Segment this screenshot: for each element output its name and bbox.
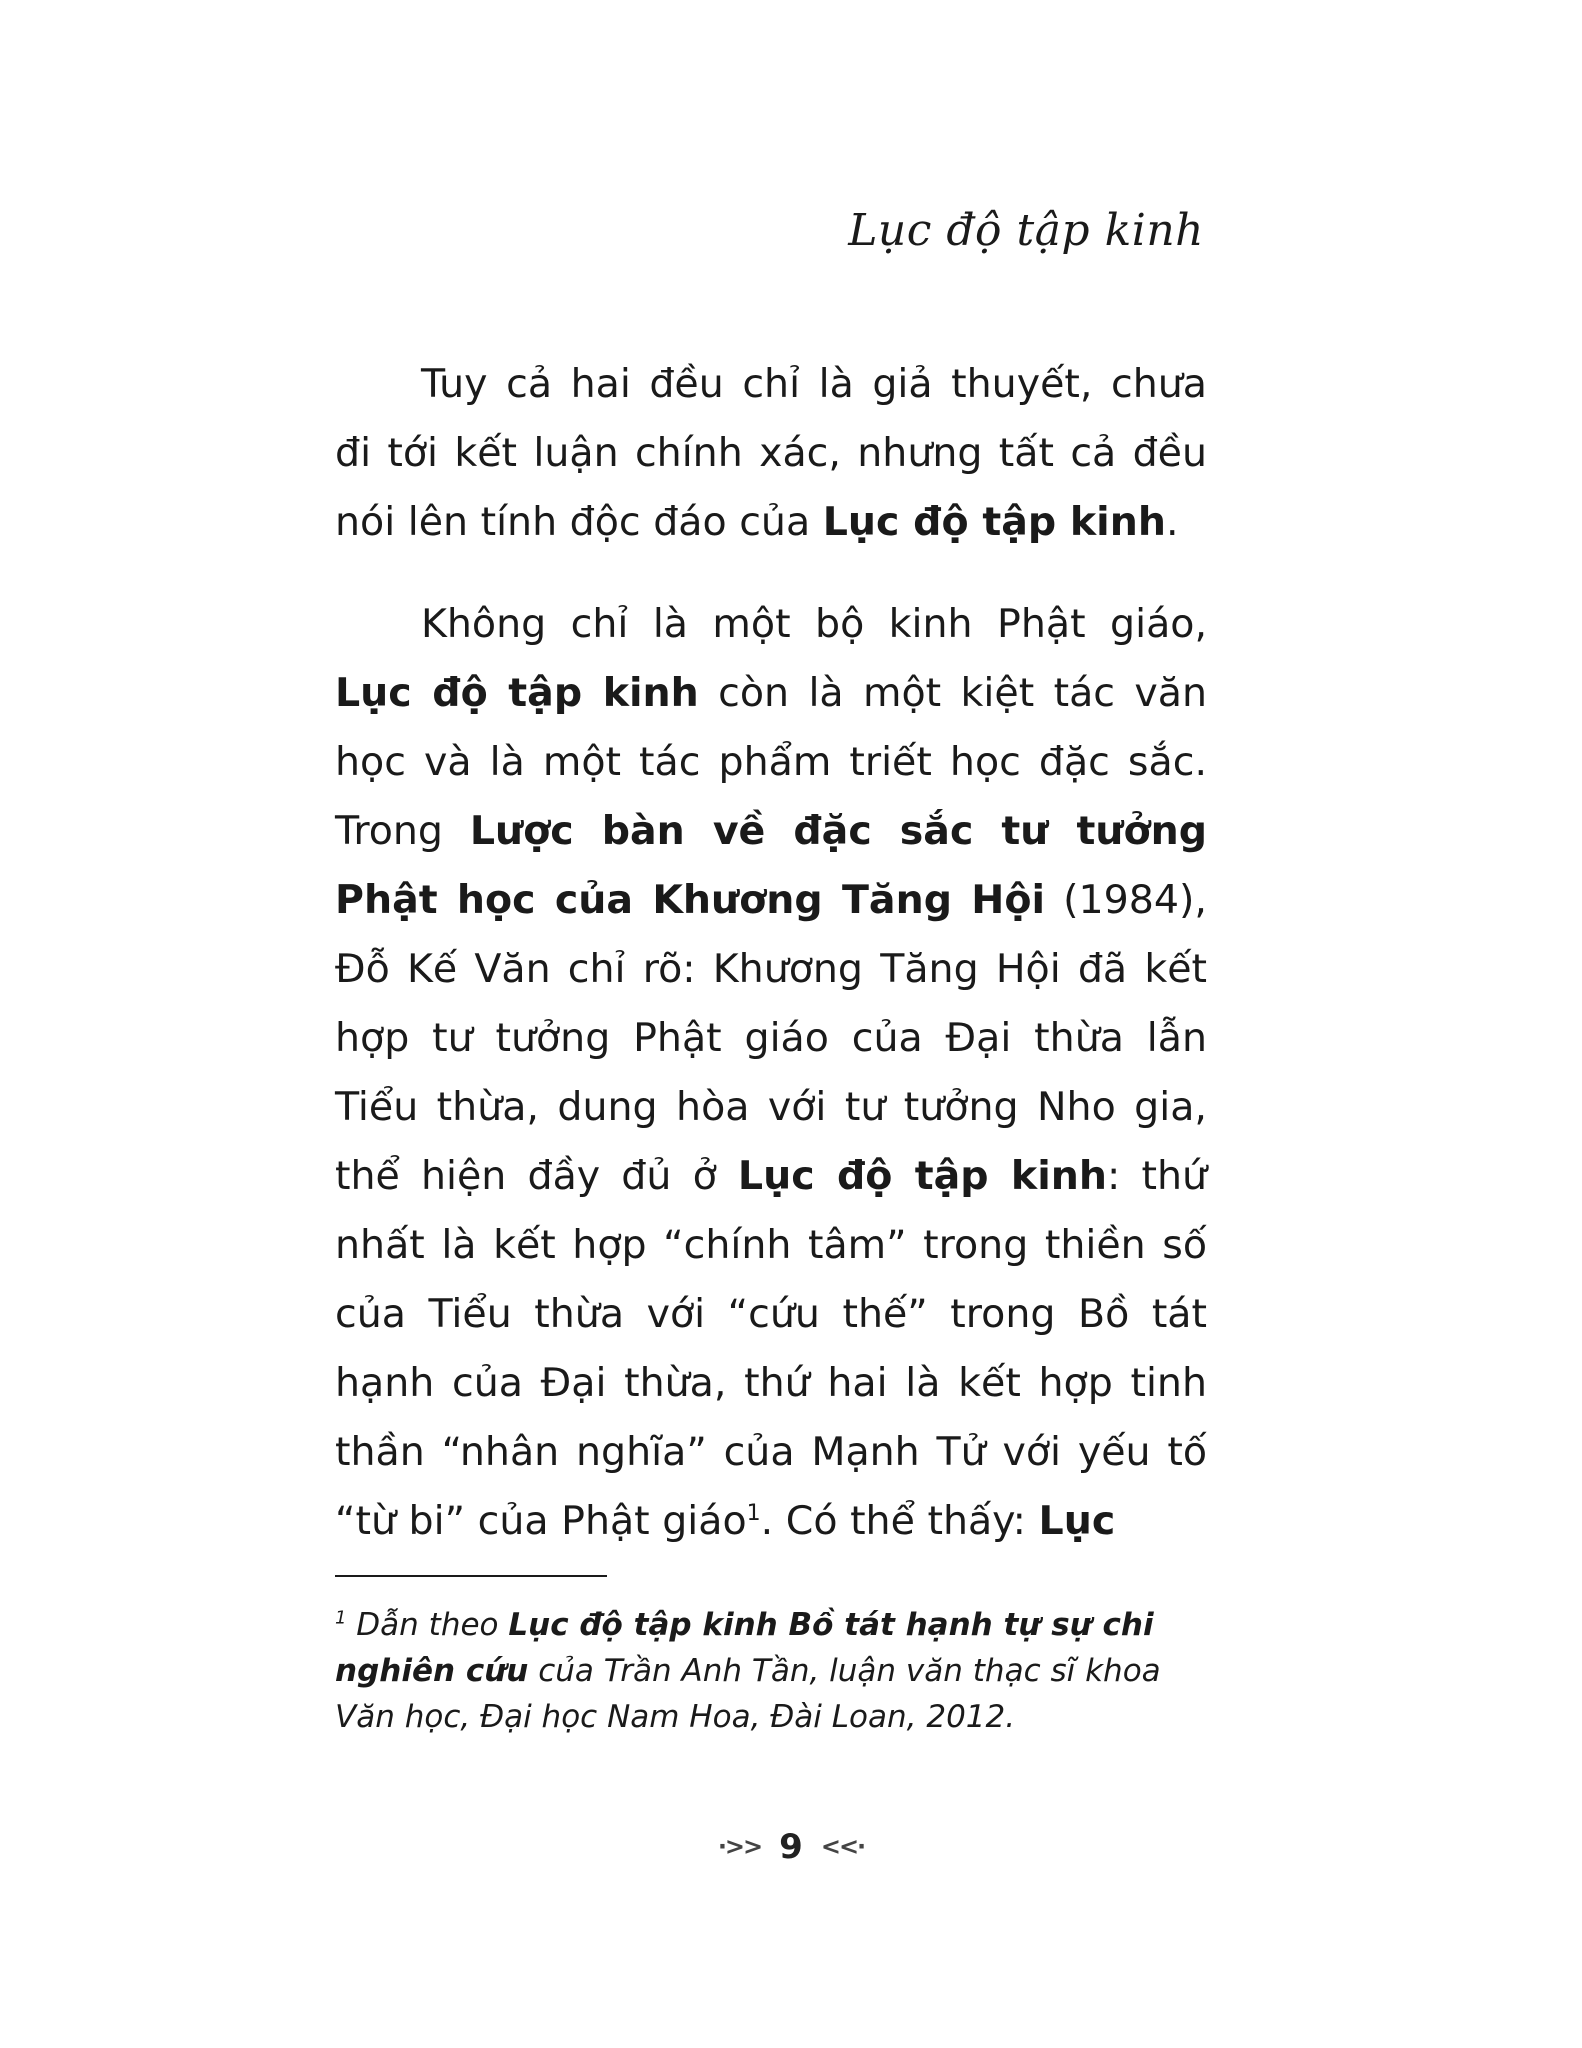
page-number (0, 1825, 1582, 1867)
footnote (335, 1602, 1207, 1740)
paragraph-2-text-3: (1984), Đỗ Kế Văn chỉ rõ: Khương Tăng Hội đã kết hợp tư tưởng Phật giáo của Đại thừa lẫn Tiểu thừa, dung hòa với tư tưởng Nho gia, thể hiện đầy đủ ở (335, 877, 1207, 1199)
footnote-divider (335, 1575, 607, 1577)
footnote-text-1: Dẫn theo (346, 1607, 509, 1643)
paragraph-2-text-5: . Có thể thấy: (760, 1498, 1039, 1544)
running-header: Lục độ tập kinh (848, 205, 1204, 256)
paragraph-1 (335, 350, 1207, 557)
footnote-marker: 1 (335, 1607, 347, 1629)
paragraph-2-text-2: còn là một kiệt tác văn học và là một tác phẩm triết học đặc sắc. Trong (335, 670, 1208, 854)
body-text (335, 350, 1207, 1556)
footnote-reference: 1 (746, 1500, 761, 1526)
paragraph-2 (335, 590, 1207, 1556)
paragraph-2-text-1: Không chỉ là một bộ kinh Phật giáo, (421, 601, 1207, 647)
book-title-bold: Lục độ tập kinh (822, 499, 1166, 545)
book-title-bold: Lục độ tập kinh (335, 670, 699, 716)
left-ornament-icon: ·>> (717, 1832, 762, 1861)
work-title-bold: Lược bàn về đặc sắc tư tưởng Phật học của Khương Tăng Hội (335, 808, 1207, 923)
book-title-bold: Lục (1038, 1498, 1116, 1544)
footnote-text-2: của Trần Anh Tần, luận văn thạc sĩ khoa Văn học, Đại học Nam Hoa, Đài Loan, 2012. (335, 1653, 1161, 1735)
paragraph-2-text-4: : thứ nhất là kết hợp “chính tâm” trong thiền số của Tiểu thừa với “cứu thế” trong Bồ tát hạnh của Đại thừa, thứ hai là kết hợp tinh thần “nhân nghĩa” của Mạnh Tử với yếu tố “từ bi” của Phật giáo (335, 1153, 1208, 1544)
footnote-title-bold: Lục độ tập kinh Bồ tát hạnh tự sự chi nghiên cứu (335, 1607, 1154, 1689)
right-ornament-icon: <<· (820, 1832, 865, 1861)
paragraph-1-text-1: Tuy cả hai đều chỉ là giả thuyết, chưa đi tới kết luận chính xác, nhưng tất cả đều nói lên tính độc đáo của (335, 361, 1207, 545)
book-title-bold: Lục độ tập kinh (737, 1153, 1107, 1199)
paragraph-1-text-2: . (1165, 499, 1179, 545)
page-number-value: 9 (779, 1826, 803, 1867)
